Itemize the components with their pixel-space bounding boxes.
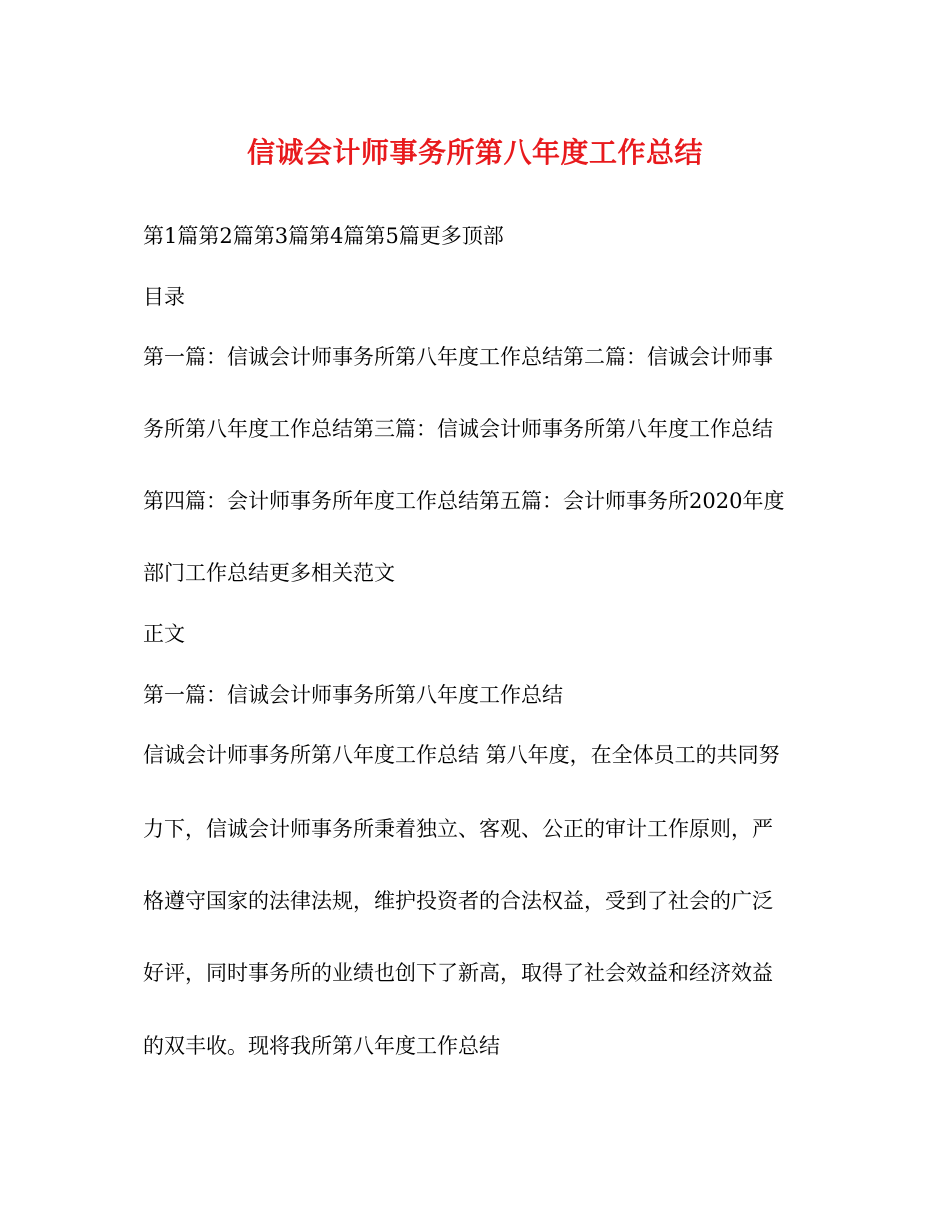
- body-line: 的双丰收。现将我所第八年度工作总结: [143, 1034, 500, 1058]
- document-title: 信诚会计师事务所第八年度工作总结: [246, 136, 703, 169]
- toc-line: 务所第八年度工作总结第三篇：信诚会计师事务所第八年度工作总结: [143, 417, 773, 441]
- body-line: 力下，信诚会计师事务所秉着独立、客观、公正的审计工作原则，严: [143, 817, 773, 841]
- body-line: 信诚会计师事务所第八年度工作总结 第八年度，在全体员工的共同努: [143, 743, 780, 767]
- toc-line: 第一篇：信诚会计师事务所第八年度工作总结第二篇：信诚会计师事: [143, 345, 773, 369]
- body-line: 好评，同时事务所的业绩也创下了新高，取得了社会效益和经济效益: [143, 961, 773, 985]
- toc-heading: 目录: [143, 285, 185, 309]
- body-line: 格遵守国家的法律法规，维护投资者的合法权益，受到了社会的广泛: [143, 889, 773, 913]
- toc-line: 第四篇：会计师事务所年度工作总结第五篇：会计师事务所2020年度: [143, 489, 785, 513]
- toc-line: 部门工作总结更多相关范文: [143, 561, 395, 585]
- section-nav-line: 第1篇第2篇第3篇第4篇第5篇更多顶部: [143, 224, 504, 248]
- section-heading: 第一篇：信诚会计师事务所第八年度工作总结: [143, 683, 563, 707]
- body-heading: 正文: [143, 622, 185, 646]
